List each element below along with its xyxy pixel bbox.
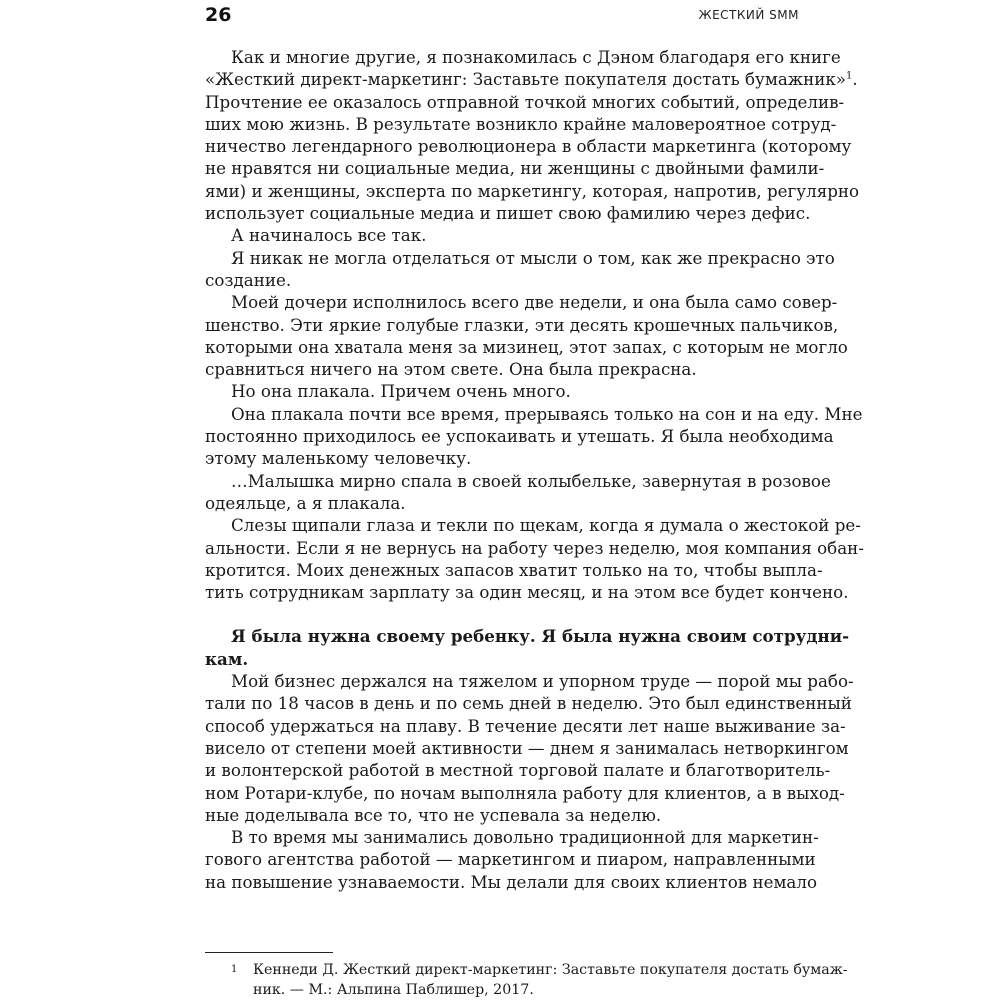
text-line: Но она плакала. Причем очень много. bbox=[231, 381, 571, 402]
text-line: тить сотрудникам зарплату за один месяц, и на этом все будет кончено. bbox=[205, 582, 849, 603]
text-line: Как и многие другие, я познакомилась с Дэном благодаря его книге bbox=[231, 47, 841, 67]
text-line: висело от степени моей активности — днем я занималась нетворкингом bbox=[205, 737, 849, 758]
text-line-content: «Жесткий директ-маркетинг: Заставьте покупателя достать бумажник» bbox=[205, 69, 847, 90]
text-line: А начиналось все так. bbox=[231, 225, 427, 246]
text-line: ничество легендарного революционера в области маркетинга (которому bbox=[205, 136, 852, 157]
footnote-line: ник. — М.: Альпина Паблишер, 2017. bbox=[253, 982, 534, 998]
text-line: …Малышка мирно спала в своей колыбельке, завернутая в розовое bbox=[231, 470, 831, 491]
footnote-ref: 1 bbox=[846, 70, 853, 82]
text-line: ями) и женщины, эксперта по маркетингу, которая, напротив, регулярно bbox=[205, 180, 860, 201]
bold-text-line: кам. bbox=[205, 648, 249, 669]
text-line: шенство. Эти яркие голубые глазки, эти десять крошечных пальчиков, bbox=[205, 314, 839, 335]
page-number: 26 bbox=[205, 4, 232, 26]
text-line: В то время мы занимались довольно традиционной для маркетин- bbox=[231, 827, 819, 848]
text-line: альности. Если я не вернусь на работу через неделю, моя компания обан- bbox=[205, 537, 864, 558]
body-text bbox=[205, 46, 864, 893]
text-line: на повышение узнаваемости. Мы делали для своих клиентов немало bbox=[205, 871, 818, 892]
text-line: этому маленькому человечку. bbox=[205, 448, 472, 469]
text-line: ном Ротари-клубе, по ночам выполняла работу для клиентов, а в выход- bbox=[205, 782, 845, 803]
text-line: Слезы щипали глаза и текли по щекам, когда я думала о жестокой ре- bbox=[231, 515, 861, 536]
text-line: гового агентства работой — маркетингом и пиаром, направленными bbox=[205, 849, 816, 870]
text-line: Я никак не могла отделаться от мысли о том, как же прекрасно это bbox=[231, 247, 835, 268]
text-line: способ удержаться на плаву. В течение десяти лет наше выживание за- bbox=[205, 715, 846, 736]
bold-text-line: Я была нужна своему ребенку. Я была нужна своим сотрудни- bbox=[231, 626, 849, 647]
footnote-divider bbox=[205, 952, 333, 953]
text-line: которыми она хватала меня за мизинец, этот запах, с которым не могло bbox=[205, 336, 848, 357]
text-line: Она плакала почти все время, прерываясь только на сон и на еду. Мне bbox=[231, 403, 863, 424]
text-line: Прочтение ее оказалось отправной точкой многих событий, определив- bbox=[205, 91, 845, 112]
text-line: не нравятся ни социальные медиа, ни женщины с двойными фамили- bbox=[205, 158, 825, 179]
text-line: Мой бизнес держался на тяжелом и упорном труде — порой мы рабо- bbox=[231, 671, 854, 692]
text-line: кротится. Моих денежных запасов хватит только на то, чтобы выпла- bbox=[205, 559, 823, 580]
text-line: «Жесткий директ-маркетинг: Заставьте покупателя достать бумажник»$^1$. bbox=[205, 69, 858, 90]
footnote-mark: 1 bbox=[231, 964, 238, 975]
text-line: создание. bbox=[205, 269, 292, 290]
text-line: использует социальные медиа и пишет свою фамилию через дефис. bbox=[205, 203, 811, 224]
text-line: и волонтерской работой в местной торговой палате и благотворитель- bbox=[205, 760, 831, 781]
footnote-line: Кеннеди Д. Жесткий директ-маркетинг: Заставьте покупателя достать бумаж- bbox=[253, 962, 848, 978]
text-line: ших мою жизнь. В результате возникло крайне маловероятное сотруд- bbox=[205, 113, 837, 134]
book-title: ЖЕСТКИЙ SMM bbox=[698, 8, 799, 22]
text-line: Моей дочери исполнилось всего две недели, и она была само совер- bbox=[231, 292, 838, 313]
text-line: тали по 18 часов в день и по семь дней в неделю. Это был единственный bbox=[205, 693, 852, 714]
footnote bbox=[205, 960, 848, 1000]
text-line: сравниться ничего на этом свете. Она была прекрасна. bbox=[205, 359, 697, 380]
running-head bbox=[205, 4, 799, 28]
text-line: ные доделывала все то, что не успевала за неделю. bbox=[205, 804, 662, 825]
text-line: одеяльце, а я плакала. bbox=[205, 492, 406, 513]
text-line: постоянно приходилось ее успокаивать и утешать. Я была необходима bbox=[205, 426, 834, 447]
paragraph-gap bbox=[205, 603, 799, 625]
